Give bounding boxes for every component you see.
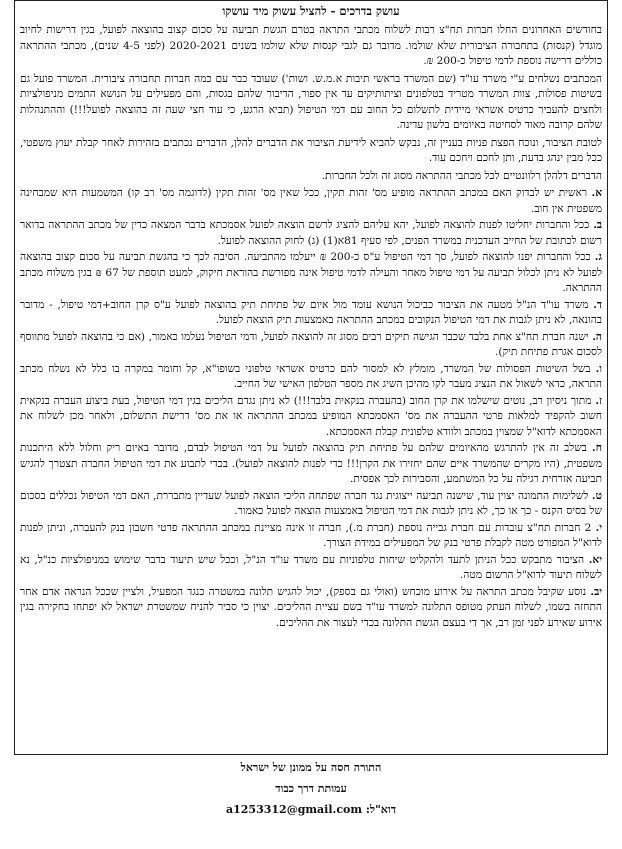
item-text: נוסע שקיבל מכתב התראה על אירוע מוכחש (ואולי גם בספק), יכול להגיש תלונה במשטרה כנגד המפעיל, ולציין שככל הנראה אדם אחר התחזה בשמו, לשלוח העתק מטופס התלונה למשרד עו"ד בשם עציית ההליכים. יצוין כי סביר להניח שמשטרת ישראל לא יפתחו בחקירה בגין אירוע שאירע לפני זמן רב, אך די בעצם הגשת התלונה בכדי לעצור את ההליכים. <box>20 585 602 629</box>
intro-paragraph-1: בחודשים האחרונים החלו חברות תח"צ רבות לשלוח מכתבי התראה בטרם הגשת תביעה על סכום קצוב בהוצאה לפועל, בגין דרישות לחיוב מוגדל (קנסות) בתחבורה הציבורית שלא שולמו. מדובר גם לגבי קנסות שלא שולמו בשנים 2020-2021 (לפני 4-5 שנים), מכתבי ההתראה כוללים דרישה נוספת לדמי טיפול כ-200 ₪. <box>20 24 602 67</box>
item-mark: ו. <box>595 362 603 375</box>
item-mark: ב. <box>593 219 602 231</box>
intro-paragraph-2: המכתבים נשלחים ע"י משרד עו"ד (שם המשרד בראשי תיבות א.מ.ש. ושות') שעובד כבר עם כמה חברות תחבורה ציבורית. המשרד פועל גם בשיטות פסולות, צוות המשרד מטריד בטלפונים וציתותיקים עד אין ספור, הדיבור שלהם בגסות, והם מפעילים על הנושא התמים מניפולציות ולחצים להעביר כרטיס אשראי מיידית לתשלום כל החוב עם דמי הטיפול (תביא הרגע, כי עוד חצי שעה זה בהוצאה לפועל!!!) וההתנהלות שלהם קרובה מאוד לסחיטה באיומים בלשון עדינה. <box>20 72 602 131</box>
list-item <box>20 441 602 488</box>
item-mark: א. <box>591 187 602 199</box>
list-item <box>20 362 602 393</box>
intro-paragraph-3: לטובת הציבור, ונוכח הפצת פניות בעניין זה, נבקש להביא לידיעת הציבור את הדברים להלן, הדברים נכתבים בזהירות לאחר קבלת יעוץ משפטי, ככל מבין ינהג בדעת, ותן לחכם ויחכם עוד. <box>20 136 602 164</box>
item-text: ככל והחברות יפנו להוצאה לפועל, סך דמי הטיפול ע"ס כ-200 ₪ ייעלמו מהתביעה. הסיבה לכך כי בהגשת תביעה על סכום קצוב בהוצאה לפועל לא ניתן לכלול תביעה על דמי טיפול מאחר והעילה לדמי טיפול אינה מפורשת בהוראת חיקוק, למעט תוספת של 67 ₪ בגין משלוח מכתב ההתראה. <box>20 251 602 294</box>
list-item <box>20 585 602 632</box>
list-item <box>20 489 602 520</box>
list-item <box>20 298 602 329</box>
notice-title: עושק בדרכים - להציל עשוק מיד עושקו <box>222 4 400 18</box>
list-item <box>20 521 602 552</box>
item-text: ישנה חברת תח"צ אחת בלבד שכבר הגישה תיקים רבים מסוג זה להוצאה לפועל, ודמי הטיפול נעלמו כאמור, (אם כי בהוצאה לפועל מתווסף לסכום אגרת פתיחת תיק). <box>20 330 602 358</box>
contact-line <box>0 799 622 820</box>
intro-paragraph-4: הדברים דלהלן רלוונטיים לכל מכתבי ההתראה מסוג זה ולכל החברות. <box>321 169 602 182</box>
item-text: הציבור מתבקש ככל הניתן לתעד ולהקליט שיחות טלפוניות עם משרד עו"ד הנ"ל, וככל שיש תיעוד בדבר שימוש במניפולציות כנ"ל, נא לשלוח תיעוד לדוא"ל הרשום מטה. <box>20 553 602 581</box>
list-item <box>20 330 602 361</box>
email-label: דוא"ל: <box>365 803 396 816</box>
item-mark: ז. <box>595 394 602 407</box>
item-mark: ח. <box>592 442 602 454</box>
item-mark: יב. <box>590 585 602 598</box>
item-mark: ד. <box>593 298 602 311</box>
organization-name: עמותת דרך כבוד <box>275 782 347 795</box>
item-text: לשלימות התמונה יצוין עוד, שישנה תביעה ייצוגית נגד חברה שפתחה הליכי הוצאה לפועל שעדיין מתבררת, האם דמי הטיפול נכללים בסכום של בסיס הקנס - כך או כך, לא ניתן לגבות את דמי הטיפול באמצעות הוצאה לפועל כאמור. <box>20 489 602 517</box>
item-mark: ט. <box>591 489 602 502</box>
signature-block <box>0 757 622 820</box>
item-text: מתוך ניסיון רב, נוטים שישלמו את קרן החוב (בהעברה בנקאית בלבד!!!) לא ניתן נגדם הליכים בגין דמי הטיפול, בעת ביצוע העברה בנקאית חשוב להקפיד למלאות פרטי ההעברה את מס' האסמכתא המופיע במכתב ההתראה או את מס' דרישת התשלום, ולאחר מכן לשלוח את האסמכתא לדוא"ל שמצוין במכתב ולוודא טלפונית קבלת האסמכתא. <box>20 394 602 438</box>
item-mark: י. <box>595 521 602 534</box>
list-item <box>20 250 602 297</box>
item-text: משרד עו"ד הנ"ל מטעה את הציבור כביכול הנושא עומד מול איום של פתיחת תיק בהוצאה לפועל ע"ס קרן החוב+דמי טיפול, - מדובר בהונאה, לא ניתן לגבות את דמי הטיפול הנקובים במכתב ההתראה באמצעות תיק הוצאה לפועל. <box>20 298 602 326</box>
list-item <box>20 553 602 584</box>
list-item <box>20 186 602 217</box>
item-mark: ה. <box>592 330 603 343</box>
item-mark: ג. <box>594 251 602 263</box>
item-text: בשל השיטות הפסולות של המשרד, מומלץ לא למסור להם כרטיס אשראי טלפוני בשופו"א, קל וחומר במקרה בו כלל לא נשלח מכתב התראה, כדאי לשאול את הנציג מעבר לקו מהיכן השיג את מספר הטלפון האישי של החייב. <box>20 362 602 390</box>
item-mark: יא. <box>588 553 602 566</box>
item-text: 2 חברות תח"צ עובדות עם חברת גבייה נוספת (חברת מ.), חברה זו אינה מציינת במכתב ההתראה פרטי חשבון בנק להעברה, וניתן לפנות לדוא"ל המפורט מטה לקבלת פרטי בנק של המפעילים במידת הצורך. <box>20 521 602 549</box>
notice-frame <box>14 0 608 755</box>
footer-motto: התורה חסה על ממונן של ישראל <box>240 761 382 774</box>
item-text: ראשית יש לבדוק האם במכתב ההתראה מופיע מס' זהות תקין, ככל שאין מס' זהות תקין (לדוגמה מס' רב קו) המשמעות היא שמבחינה משפטית אין חוב. <box>20 187 602 215</box>
list-item <box>20 218 602 249</box>
email-link[interactable]: a1253312@gmail.com <box>226 803 363 816</box>
item-text: בשלב זה אין להתרגש מהאיומים שלהם על פתיחת תיק בהוצאה לפועל על דמי הטיפול לבדם, מדובר באיום ריק וחלול ללא היתכנות משפטית, (היו מקרים שהמשרד איים שהם יחזירו את הקרן!!! כדי לפנות להוצאה לפועל). בכדי לתבוע את דמי הטיפול החברה תצטרך להגיש תביעה אזרחית רגילה על כל המשתמע, והסבירות לכך אפסית. <box>20 442 602 485</box>
list-item <box>20 394 602 441</box>
item-text: ככל והחברות יחליטו לפנות להוצאה לפועל, יהא עליהם להציג לרשם הוצאה לפועל אסמכתא בדבר המצאה כדין של מכתב ההתראה בדואר רשום לכתובת של החייב העדכנית במשרד הפנים, לפי סעיף 81א(1) (ג) לחוק ההוצאה לפועל. <box>20 219 602 247</box>
